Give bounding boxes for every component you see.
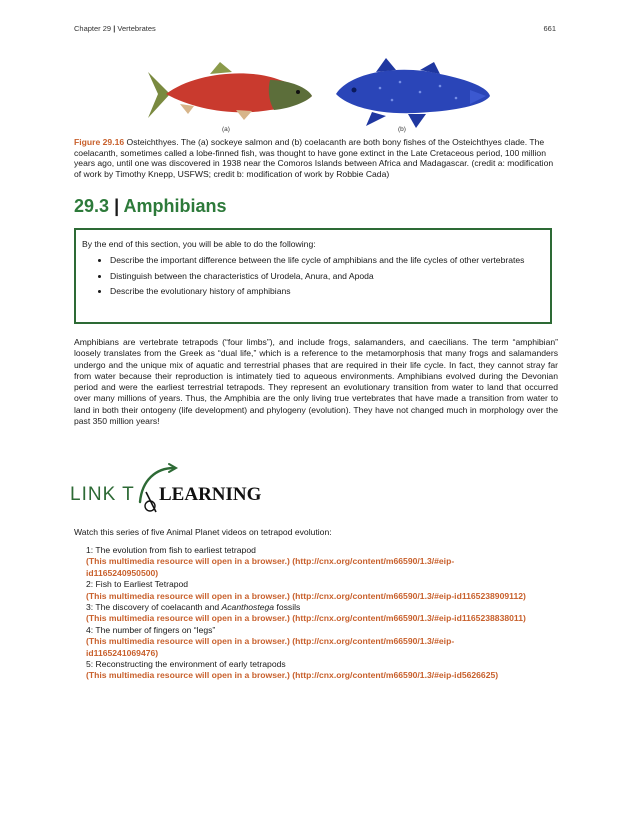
section-heading: 29.3 | Amphibians (74, 196, 227, 216)
figure-caption-text: Osteichthyes. The (a) sockeye salmon and (b) coelacanth are both bony fishes of the Osteichthyes clade. The coelacanth, sometimes called a lobe-finned fish, was thought to have gone extinct in the Late Cretaceous period, 100 million years ago, until one was discovered in 1938 near the Comoros Islands between Africa and Madagascar. (credit a: modification of work by Timothy Knepp, USFWS; credit b: modification of work by Robbie Cada) (74, 137, 554, 180)
video-item (86, 545, 526, 579)
figure-caption (74, 137, 558, 180)
figure-sublabel-a: (a) (222, 126, 230, 133)
section-number: 29.3 (74, 196, 110, 216)
video-item (86, 602, 526, 625)
video-link[interactable]: (This multimedia resource will open in a browser.) (http://cnx.org/content/m66590/1.3/#eip-id1165240950500) (86, 556, 455, 578)
running-header (74, 24, 556, 36)
sockeye-salmon-image (148, 62, 312, 120)
video-link[interactable]: (This multimedia resource will open in a browser.) (http://cnx.org/content/m66590/1.3/#eip-id5626625) (86, 670, 499, 681)
video-item (86, 625, 526, 659)
figure-sublabel-b: (b) (398, 126, 406, 133)
video-item (86, 579, 526, 602)
coelacanth-image (336, 58, 490, 128)
video-link[interactable]: (This multimedia resource will open in a browser.) (http://cnx.org/content/m66590/1.3/#eip-id1165241069476) (86, 636, 455, 658)
video-title: 3: The discovery of coelacanth and Acanthostega fossils (86, 602, 301, 613)
learning-objectives-box (74, 228, 552, 324)
page-number: 661 (543, 24, 556, 33)
video-item (86, 659, 526, 682)
objective-item: • Describe the important difference between the life cycle of amphibians and the life cycles of other vertebrates (110, 255, 544, 266)
logo-text-learning: LEARNING (159, 484, 262, 505)
video-list (86, 545, 526, 682)
watch-instructions: Watch this series of five Animal Planet videos on tetrapod evolution: (74, 527, 332, 537)
link-to-learning-logo (70, 462, 262, 518)
objectives-list (82, 255, 544, 297)
intro-paragraph: Amphibians are vertebrate tetrapods (“four limbs”), and include frogs, salamanders, and caecilians. The term “amphibian” loosely translates from the Greek as “dual life,” which is a reference to the metamorphosis that many frogs and salamanders undergo and the unique mix of aquatic and terrestrial phases that are required in their life cycle. In fact, they cannot stray far from water because their reproduction is intimately tied to aqueous environments. Amphibians evolved during the Devonian period and were the earliest terrestrial tetrapods. They represent an evolutionary transition from water to land that occurred over many millions of years. Thus, the Amphibia are the only living true vertebrates that have made a transition from water to land in both their ontogeny (life development) and phylogeny (evolution). They have not changed much in morphology over the past 350 million years! (74, 337, 558, 427)
species-name: Acanthostega (221, 602, 275, 613)
figure-fish-illustration (140, 58, 492, 130)
video-title: 1: The evolution from fish to earliest tetrapod (86, 545, 256, 555)
objective-item: • Describe the evolutionary history of amphibians (110, 286, 544, 297)
objective-item: • Distinguish between the characteristics of Urodela, Anura, and Apoda (110, 271, 544, 282)
video-link[interactable]: (This multimedia resource will open in a browser.) (http://cnx.org/content/m66590/1.3/#eip-id1165238838011) (86, 613, 526, 624)
figure-label: Figure 29.16 (74, 137, 125, 147)
video-title: 4: The number of fingers on “legs” (86, 624, 216, 635)
video-title: 2: Fish to Earliest Tetrapod (86, 579, 189, 590)
section-title: Amphibians (123, 196, 227, 216)
chapter-title: Chapter 29 | Vertebrates (74, 24, 156, 33)
video-link[interactable]: (This multimedia resource will open in a browser.) (http://cnx.org/content/m66590/1.3/#eip-id1165238909112) (86, 590, 526, 601)
video-title: 5: Reconstructing the environment of early tetrapods (86, 659, 286, 670)
logo-text-link: LINK T (70, 484, 135, 505)
objectives-intro: By the end of this section, you will be able to do the following: (82, 239, 316, 249)
